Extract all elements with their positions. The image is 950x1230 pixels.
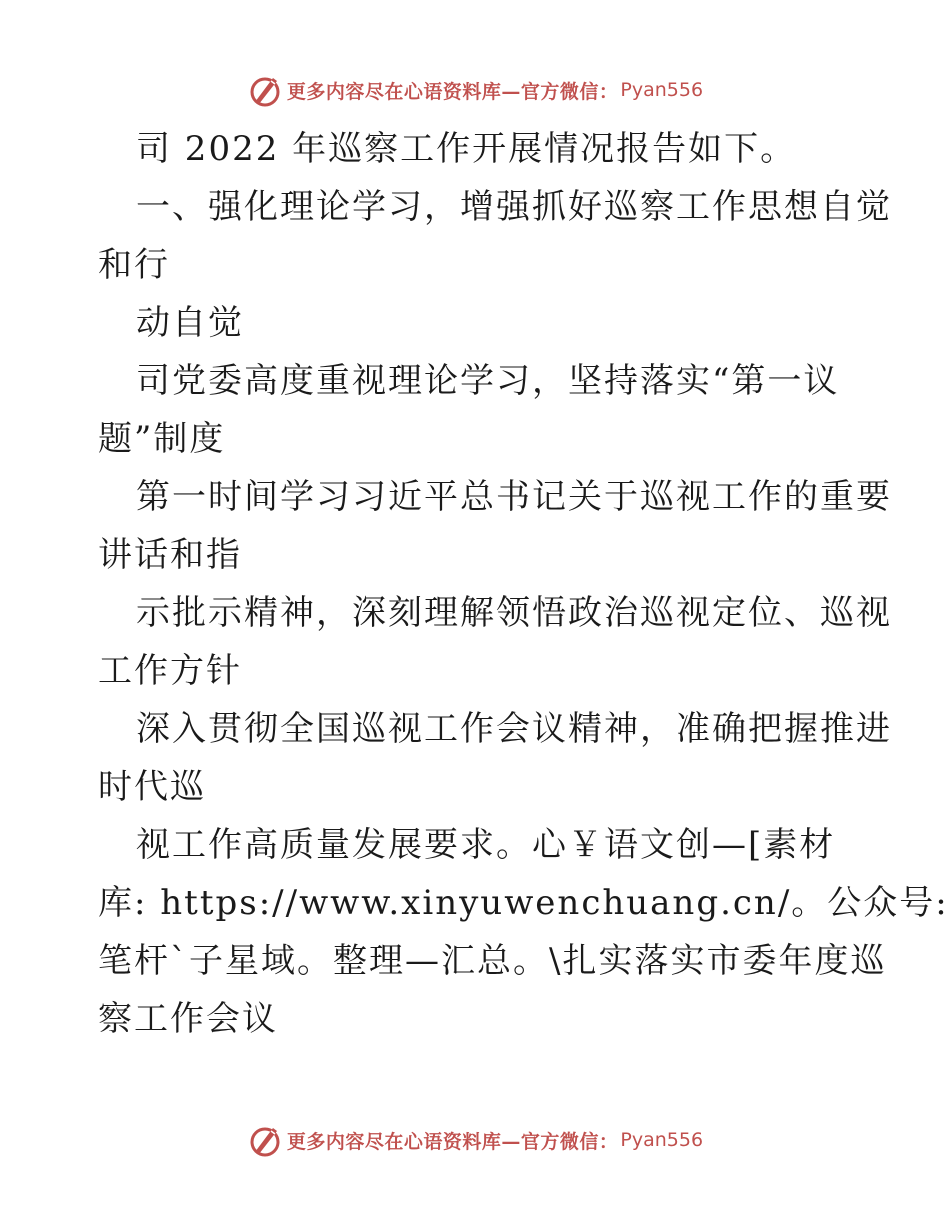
- banner-text: 更多内容尽在心语资料库—官方微信：: [286, 1130, 619, 1153]
- quill-pen-logo-icon: [247, 1122, 283, 1158]
- body-line: 工作方针: [98, 651, 242, 691]
- body-line: 深入贯彻全国巡视工作会议精神，准确把握推进: [136, 709, 892, 749]
- banner-text: 更多内容尽在心语资料库—官方微信：: [286, 80, 619, 103]
- banner-wechat-id: Pyan556: [620, 79, 704, 101]
- body-line: 讲话和指: [98, 535, 242, 575]
- body-line: 动自觉: [136, 303, 244, 343]
- body-line: 第一时间学习习近平总书记关于巡视工作的重要: [136, 477, 892, 517]
- body-line: 示批示精神，深刻理解领悟政治巡视定位、巡视: [136, 593, 892, 633]
- section-heading: 一、强化理论学习，增强抓好巡察工作思想自觉: [136, 187, 892, 227]
- body-line: 笔杆`子星域。整理—汇总。\扎实落实市委年度巡: [98, 941, 887, 981]
- document-body: [98, 120, 949, 1048]
- body-line: 察工作会议: [98, 999, 278, 1039]
- footer-banner: [0, 1118, 950, 1162]
- body-line: 时代巡: [98, 767, 206, 807]
- body-line: 司 2022 年巡察工作开展情况报告如下。: [136, 129, 797, 169]
- body-line: 库: https://www.xinyuwenchuang.cn/。公众号:: [98, 883, 949, 923]
- header-banner: [0, 68, 950, 112]
- body-line: 题”制度: [98, 419, 226, 459]
- quill-pen-logo-icon: [247, 72, 283, 108]
- body-line: 和行: [98, 245, 170, 285]
- body-line: 视工作高质量发展要求。心￥语文创—[素材: [136, 825, 836, 865]
- banner-wechat-id: Pyan556: [620, 1129, 704, 1151]
- body-line: 司党委高度重视理论学习，坚持落实“第一议: [136, 361, 840, 401]
